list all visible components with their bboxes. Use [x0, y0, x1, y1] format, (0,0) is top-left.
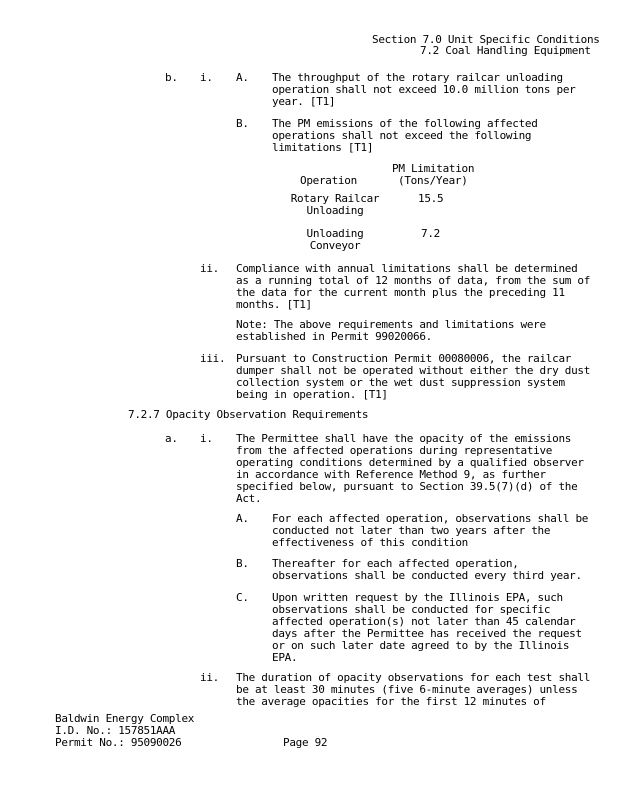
table-row-op: Rotary Railcar: [290, 192, 380, 205]
text-line: dumper shall not be operated without either the dry dust: [236, 364, 591, 377]
text-line: The throughput of the rotary railcar unloading: [272, 71, 563, 84]
item-label-a-i: i.: [200, 432, 213, 445]
text-line: in accordance with Reference Method 9, as further: [236, 468, 546, 481]
item-label-a-i-C: C.: [236, 591, 249, 604]
item-label-b-i-B: B.: [236, 117, 249, 130]
item-label-a-ii: ii.: [200, 671, 219, 684]
text-line: operating conditions determined by a qualified observer: [236, 456, 584, 469]
item-label-b-iii: iii.: [200, 352, 226, 365]
table-header-operation: Operation: [300, 174, 357, 187]
text-line: operation shall not exceed 10.0 million tons per: [272, 83, 576, 96]
table-row-op: Unloading: [306, 227, 364, 240]
facility-id: I.D. No.: 157851AAA: [55, 724, 176, 737]
item-label-b-ii: ii.: [200, 262, 219, 275]
text-line: being in operation. [T1]: [236, 388, 388, 401]
text-line: Pursuant to Construction Permit 00080006, the railcar: [236, 352, 572, 365]
page-number: Page 92: [283, 736, 328, 749]
text-line: days after the Permittee has received the request: [272, 627, 582, 640]
section-header: Section 7.0 Unit Specific Conditions: [372, 33, 600, 46]
text-line: observations shall be conducted for specific: [272, 603, 551, 616]
text-line: Compliance with annual limitations shall be determined: [236, 262, 578, 275]
text-line: limitations [T1]: [272, 141, 374, 154]
table-row-op-cont: Conveyor: [309, 239, 361, 252]
item-label-a: a.: [165, 432, 178, 445]
text-line: Note: The above requirements and limitations were: [236, 318, 546, 331]
text-line: established in Permit 99020066.: [236, 330, 432, 343]
text-line: collection system or the wet dust suppression system: [236, 376, 565, 389]
table-row-value: 15.5: [418, 192, 444, 205]
text-line: as a running total of 12 months of data, from the sum of: [236, 274, 591, 287]
text-line: or on such later date agreed to by the Illinois: [272, 639, 570, 652]
text-line: The duration of opacity observations for each test shall: [236, 671, 591, 684]
paragraph-a-i-A: [272, 513, 588, 549]
text-line: affected operation(s) not later than 45 calendar: [272, 615, 576, 628]
paragraph-a-ii: [236, 672, 590, 708]
text-line: months. [T1]: [236, 298, 312, 311]
section-heading-opacity: 7.2.7 Opacity Observation Requirements: [128, 408, 369, 421]
text-line: The Permittee shall have the opacity of the emissions: [236, 432, 572, 445]
text-line: Upon written request by the Illinois EPA, such: [272, 591, 563, 604]
paragraph-b-i-B: [272, 118, 538, 154]
paragraph-a-i-B: [272, 558, 582, 582]
item-label-a-i-A: A.: [236, 512, 249, 525]
text-line: the average opacities for the first 12 minutes of: [236, 695, 546, 708]
text-line: effectiveness of this condition: [272, 536, 468, 549]
paragraph-a-i-C: [272, 592, 582, 664]
text-line: Thereafter for each affected operation,: [272, 557, 519, 570]
text-line: from the affected operations during representative: [236, 444, 553, 457]
facility-name: Baldwin Energy Complex: [55, 712, 195, 725]
text-line: EPA.: [272, 651, 298, 664]
permit-number: Permit No.: 95090026: [55, 736, 182, 749]
text-line: operations shall not exceed the following: [272, 129, 532, 142]
subsection-header: 7.2 Coal Handling Equipment: [420, 44, 591, 57]
item-label-b-i: i.: [200, 71, 213, 84]
text-line: conducted not later than two years after the: [272, 524, 551, 537]
table-header-units: (Tons/Year): [398, 175, 468, 187]
table-row-op-cont: Unloading: [306, 204, 364, 217]
note-b-ii: [236, 319, 546, 343]
text-line: the data for the current month plus the preceding 11: [236, 286, 565, 299]
paragraph-b-iii: [236, 353, 590, 401]
item-label-a-i-B: B.: [236, 557, 249, 570]
footer-facility-info: [55, 713, 194, 749]
table-header-pm-limitation: PM Limitation: [392, 163, 475, 175]
text-line: be at least 30 minutes (five 6-minute averages) unless: [236, 683, 578, 696]
text-line: Act.: [236, 492, 262, 505]
table-row-value: 7.2: [421, 227, 440, 240]
text-line: specified below, pursuant to Section 39.5(7)(d) of the: [236, 480, 578, 493]
item-label-b: b.: [165, 71, 178, 84]
text-line: observations shall be conducted every third year.: [272, 569, 582, 582]
text-line: For each affected operation, observations shall be: [272, 512, 589, 525]
text-line: year. [T1]: [272, 95, 336, 108]
item-label-b-i-A: A.: [236, 71, 249, 84]
text-line: The PM emissions of the following affected: [272, 117, 538, 130]
paragraph-a-i: [236, 433, 584, 505]
paragraph-b-i-A: [272, 72, 575, 108]
paragraph-b-ii: [236, 263, 590, 311]
